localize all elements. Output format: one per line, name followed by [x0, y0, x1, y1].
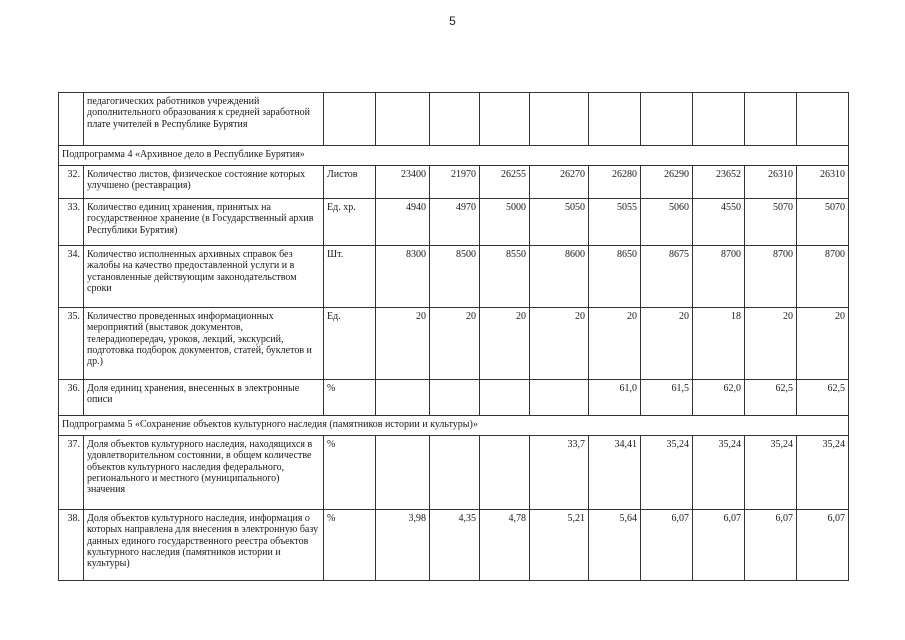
table-row: [59, 308, 849, 380]
value-cell: 6,07: [745, 510, 797, 581]
value-cell: 5,64: [589, 510, 641, 581]
page-number: 5: [449, 14, 456, 28]
value-cell: [376, 93, 430, 146]
table-row: [59, 166, 849, 199]
value-cell: 20: [797, 308, 849, 380]
section-title: Подпрограмма 5 «Сохранение объектов культурного наследия (памятников истории и культуры)»: [59, 416, 849, 436]
value-cell: 20: [480, 308, 530, 380]
value-cell: 34,41: [589, 436, 641, 510]
value-cell: [797, 93, 849, 146]
value-cell: [430, 436, 480, 510]
section-header-row: [59, 146, 849, 166]
value-cell: 33,7: [530, 436, 589, 510]
indicator-name: педагогических работников учреждений дополнительного образования к средней заработной плате учителей в Республике Бурятия: [84, 93, 324, 146]
value-cell: 8550: [480, 246, 530, 308]
value-cell: 5060: [641, 199, 693, 246]
table-row: [59, 510, 849, 581]
value-cell: 23400: [376, 166, 430, 199]
value-cell: 26270: [530, 166, 589, 199]
value-cell: 20: [745, 308, 797, 380]
value-cell: [480, 93, 530, 146]
value-cell: 62,0: [693, 380, 745, 416]
value-cell: 4,35: [430, 510, 480, 581]
unit-cell: Ед. хр.: [324, 199, 376, 246]
value-cell: [480, 436, 530, 510]
value-cell: [530, 380, 589, 416]
value-cell: 5055: [589, 199, 641, 246]
section-title: Подпрограмма 4 «Архивное дело в Республике Бурятия»: [59, 146, 849, 166]
value-cell: 26310: [745, 166, 797, 199]
value-cell: 35,24: [641, 436, 693, 510]
row-number: 35.: [59, 308, 84, 380]
value-cell: 8675: [641, 246, 693, 308]
value-cell: 8600: [530, 246, 589, 308]
indicator-name: Доля объектов культурного наследия, находящихся в удовлетворительном состоянии, в общем количестве объектов культурного наследия федерального, регионального и местного (муниципального) значения: [84, 436, 324, 510]
table-row: [59, 93, 849, 146]
value-cell: 62,5: [745, 380, 797, 416]
value-cell: 8650: [589, 246, 641, 308]
indicator-name: Количество проведенных информационных мероприятий (выставок документов, телерадиопередач, уроков, лекций, экскурсий, подготовка подборок документов, статей, буклетов и др.): [84, 308, 324, 380]
value-cell: 8500: [430, 246, 480, 308]
value-cell: 8700: [693, 246, 745, 308]
value-cell: 62,5: [797, 380, 849, 416]
value-cell: [376, 380, 430, 416]
value-cell: 5070: [745, 199, 797, 246]
unit-cell: Шт.: [324, 246, 376, 308]
value-cell: 20: [430, 308, 480, 380]
row-number: 34.: [59, 246, 84, 308]
value-cell: 35,24: [797, 436, 849, 510]
value-cell: [745, 93, 797, 146]
value-cell: 20: [376, 308, 430, 380]
section-header-row: [59, 416, 849, 436]
value-cell: 5070: [797, 199, 849, 246]
indicator-name: Доля единиц хранения, внесенных в электронные описи: [84, 380, 324, 416]
value-cell: 26255: [480, 166, 530, 199]
value-cell: 6,07: [641, 510, 693, 581]
table-row: [59, 380, 849, 416]
unit-cell: Листов: [324, 166, 376, 199]
value-cell: 18: [693, 308, 745, 380]
row-number: 36.: [59, 380, 84, 416]
value-cell: 20: [589, 308, 641, 380]
indicator-name: Доля объектов культурного наследия, информация о которых направлена для внесения в электронную базу данных единого государственного реестра объектов культурного наследия (памятников истории и культуры): [84, 510, 324, 581]
row-number: 33.: [59, 199, 84, 246]
value-cell: 6,07: [797, 510, 849, 581]
value-cell: 35,24: [745, 436, 797, 510]
table-row: [59, 199, 849, 246]
value-cell: 61,5: [641, 380, 693, 416]
value-cell: 4970: [430, 199, 480, 246]
indicator-name: Количество исполненных архивных справок без жалобы на качество предоставленной услуги и в установленные действующим законодательством сроки: [84, 246, 324, 308]
value-cell: [480, 380, 530, 416]
unit-cell: %: [324, 436, 376, 510]
value-cell: 8700: [745, 246, 797, 308]
row-number: 38.: [59, 510, 84, 581]
value-cell: 20: [641, 308, 693, 380]
unit-cell: Ед.: [324, 308, 376, 380]
value-cell: [693, 93, 745, 146]
indicator-name: Количество единиц хранения, принятых на государственное хранение (в Государственный архив Республики Бурятия): [84, 199, 324, 246]
value-cell: 5,21: [530, 510, 589, 581]
value-cell: 6,07: [693, 510, 745, 581]
unit-cell: %: [324, 510, 376, 581]
row-number: 37.: [59, 436, 84, 510]
table-row: [59, 436, 849, 510]
value-cell: 3,98: [376, 510, 430, 581]
row-number: 32.: [59, 166, 84, 199]
table-row: [59, 246, 849, 308]
value-cell: 35,24: [693, 436, 745, 510]
value-cell: [430, 93, 480, 146]
table-body: [59, 93, 849, 581]
value-cell: 8300: [376, 246, 430, 308]
indicator-name: Количество листов, физическое состояние которых улучшено (реставрация): [84, 166, 324, 199]
value-cell: 4940: [376, 199, 430, 246]
value-cell: 26310: [797, 166, 849, 199]
row-number: [59, 93, 84, 146]
value-cell: 4550: [693, 199, 745, 246]
value-cell: 5050: [530, 199, 589, 246]
value-cell: [530, 93, 589, 146]
value-cell: 5000: [480, 199, 530, 246]
value-cell: 61,0: [589, 380, 641, 416]
value-cell: 8700: [797, 246, 849, 308]
value-cell: [376, 436, 430, 510]
value-cell: [589, 93, 641, 146]
unit-cell: %: [324, 380, 376, 416]
value-cell: 21970: [430, 166, 480, 199]
value-cell: 4,78: [480, 510, 530, 581]
value-cell: 26280: [589, 166, 641, 199]
value-cell: 26290: [641, 166, 693, 199]
unit-cell: [324, 93, 376, 146]
indicators-table: [58, 92, 849, 581]
value-cell: [430, 380, 480, 416]
value-cell: [641, 93, 693, 146]
value-cell: 23652: [693, 166, 745, 199]
value-cell: 20: [530, 308, 589, 380]
